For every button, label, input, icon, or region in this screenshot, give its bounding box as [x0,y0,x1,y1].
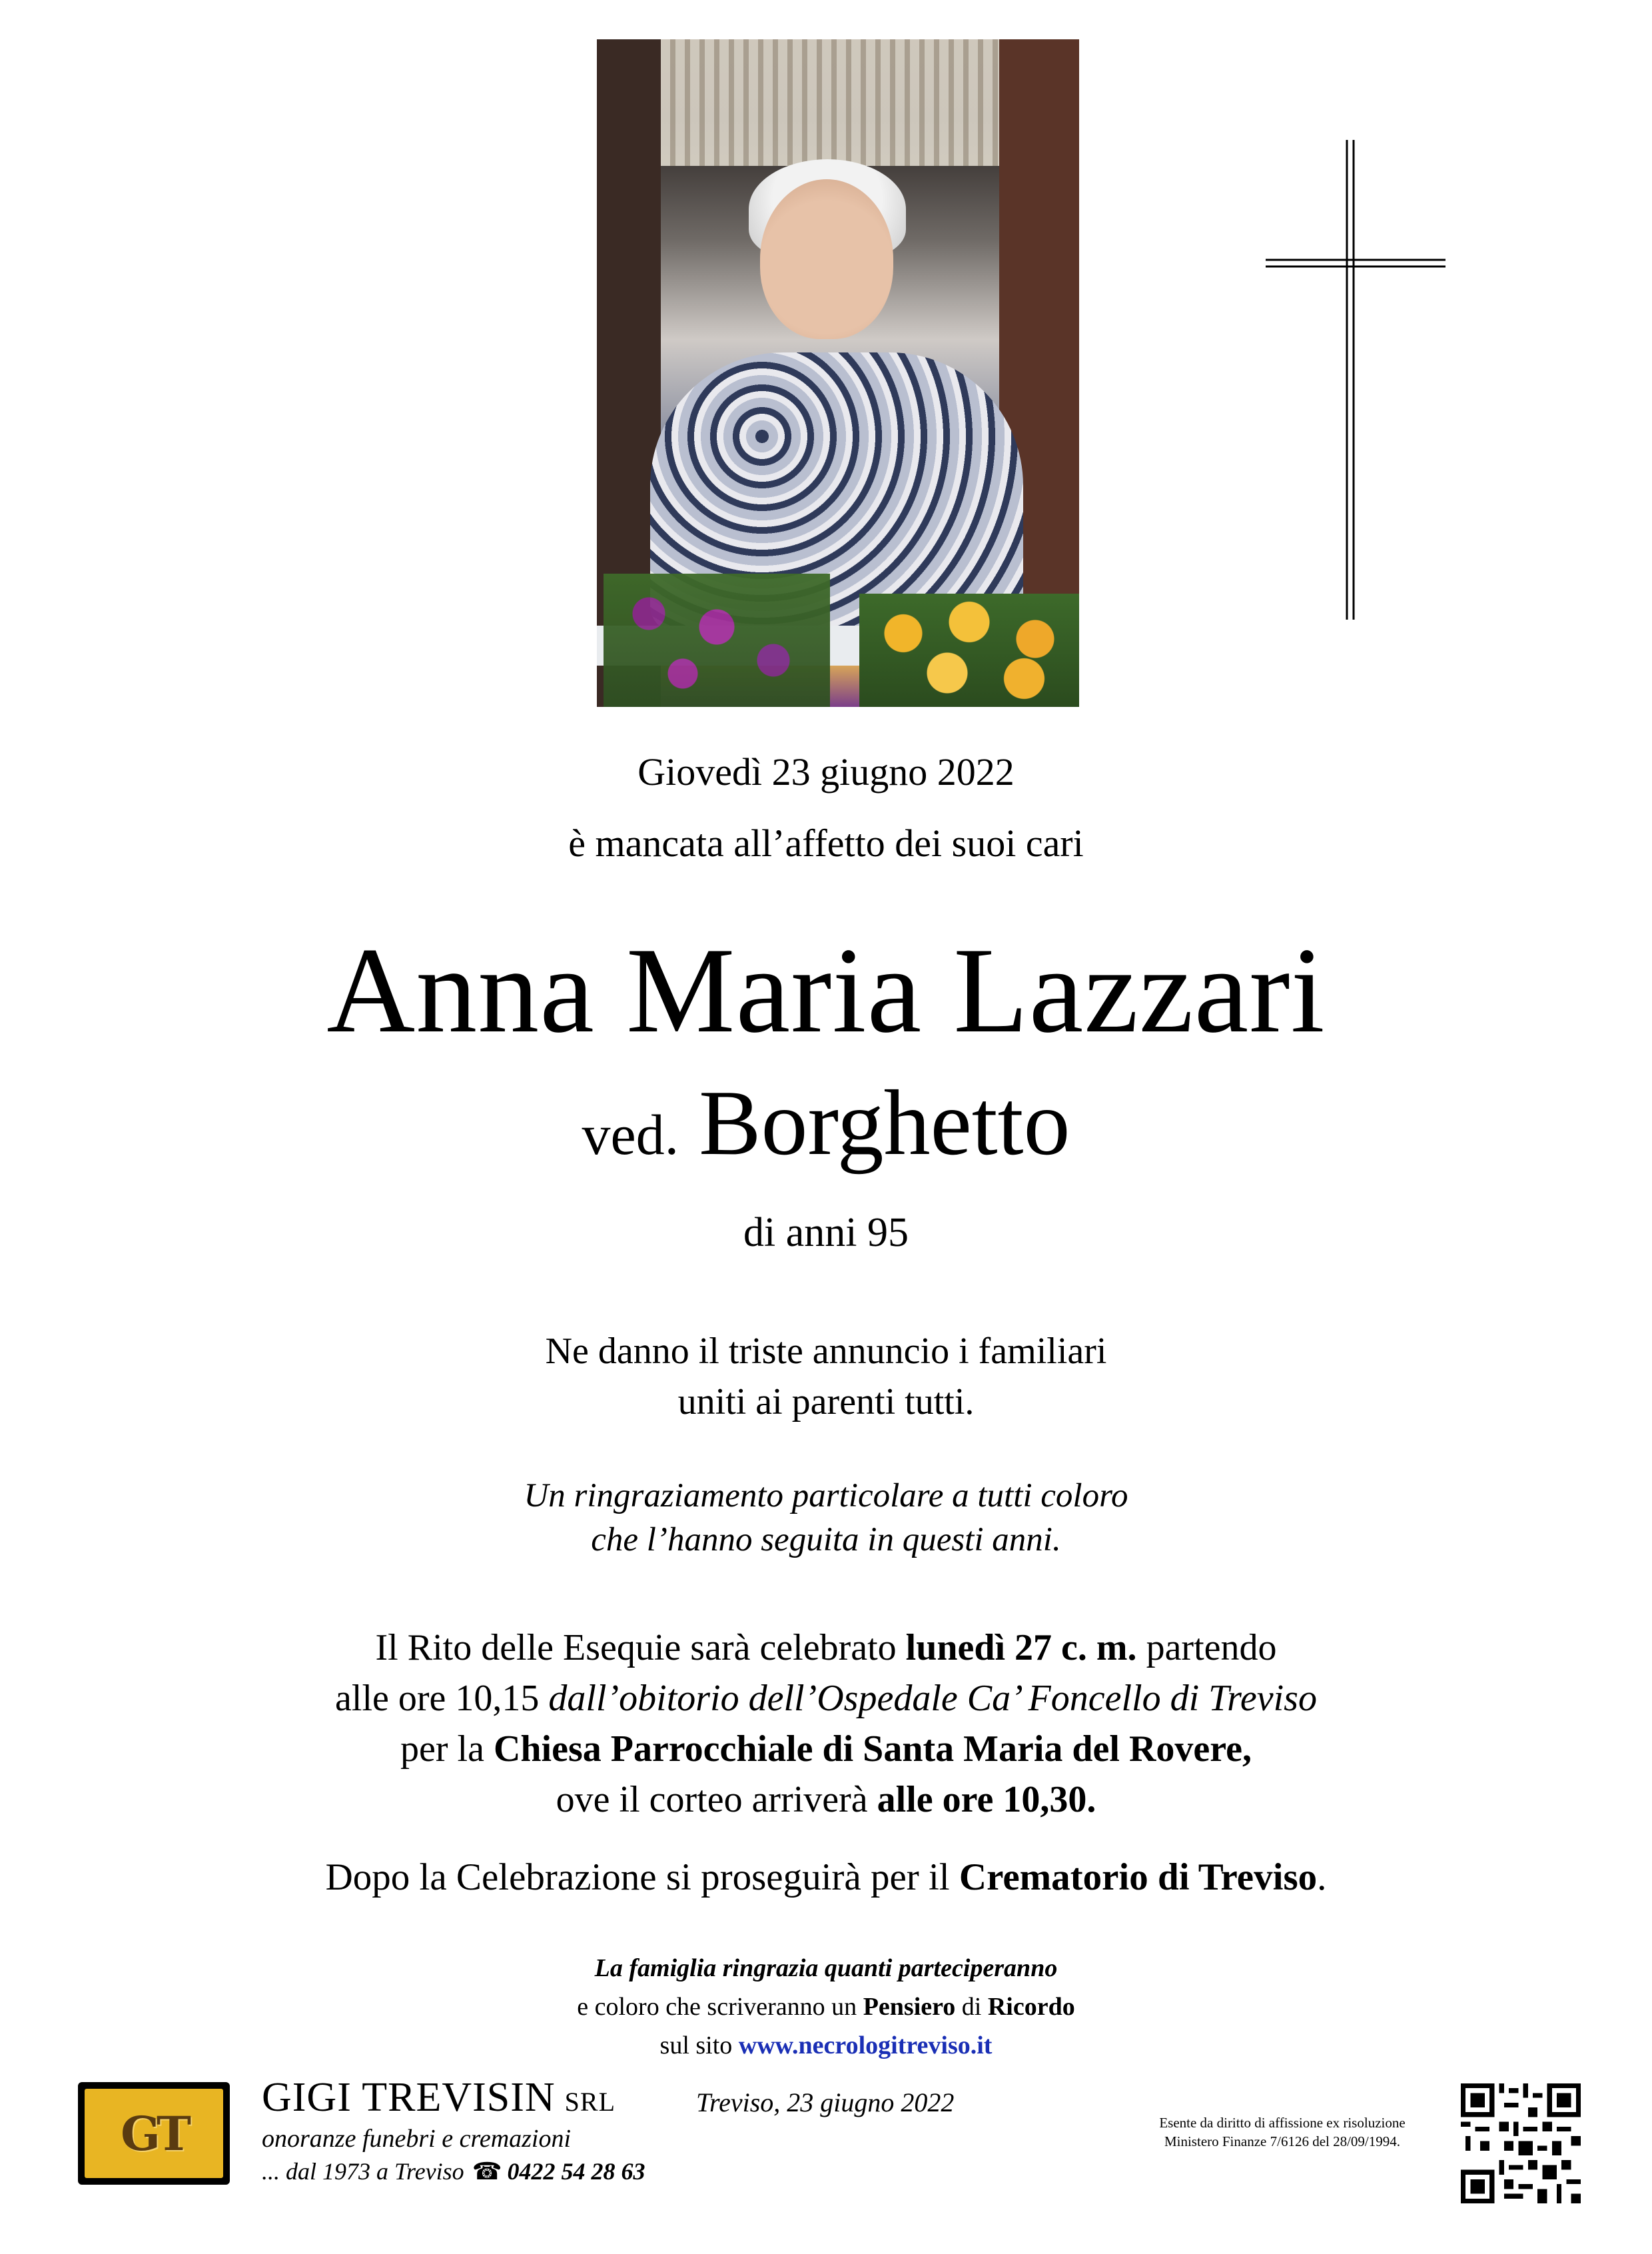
legal-note: Esente da diritto di affissione ex risoluzione Ministero Finanze 7/6126 del 28/09/1994. [1159,2115,1406,2149]
death-date: Giovedì 23 giugno 2022 [637,750,1015,794]
announce-line: Ne danno il triste annuncio i familiari [545,1331,1107,1372]
thanks-line: che l’hanno seguita in questi anni. [591,1521,1061,1558]
family-line-1: La famiglia ringrazia quanti parteciperanno [594,1954,1058,1982]
funeral-details [0,1622,1652,1825]
family-line-3: sul sito www.necrologitreviso.it [659,2031,993,2059]
qr-code-icon[interactable] [1461,2083,1581,2203]
funeral-line-2: alle ore 10,15 dall’obitorio dell’Ospedale Ca’ Foncello di Treviso [335,1678,1317,1719]
company-name: GIGI TREVISIN SRL [262,2075,616,2120]
phone-icon: ☎ [472,2158,502,2185]
company-suffix: SRL [564,2087,616,2117]
family-thanks [0,1949,1652,2065]
widow-prefix: ved. [582,1103,679,1167]
logo-text: GT [121,2105,187,2161]
funeral-line-4: ove il corteo arriverà alle ore 10,30. [556,1779,1096,1820]
announcement [0,1326,1652,1427]
intro-text: è mancata all’affetto dei suoi cari [568,822,1084,865]
family-line-2: e coloro che scriveranno un Pensiero di Ricordo [577,1993,1075,2021]
thanks [0,1474,1652,1562]
portrait-photo [597,39,1079,707]
place-date: Treviso, 23 giugno 2022 [696,2087,955,2117]
company-logo [78,2082,230,2185]
widow-of [0,1069,1652,1177]
thanks-line: Un ringraziamento particolare a tutti coloro [524,1477,1128,1514]
funeral-line-1: Il Rito delle Esequie sarà celebrato lunedì 27 c. m. partendo [375,1627,1277,1668]
after-ceremony: Dopo la Celebrazione si proseguirà per il Crematorio di Treviso. [325,1856,1327,1898]
announce-line: uniti ai parenti tutti. [677,1381,975,1422]
company-since: ... dal 1973 a Treviso ☎ 0422 54 28 63 [262,2158,645,2185]
website-link[interactable]: www.necrologitreviso.it [738,2031,993,2059]
funeral-line-3: per la Chiesa Parrocchiale di Santa Maria del Rovere, [400,1728,1252,1770]
company-tagline: onoranze funebri e cremazioni [262,2125,572,2153]
age: di anni 95 [743,1210,909,1255]
deceased-name: Anna Maria Lazzari [326,922,1326,1058]
phone-number[interactable]: 0422 54 28 63 [507,2158,645,2185]
cross-icon [1266,140,1446,620]
widow-surname: Borghetto [699,1071,1070,1175]
